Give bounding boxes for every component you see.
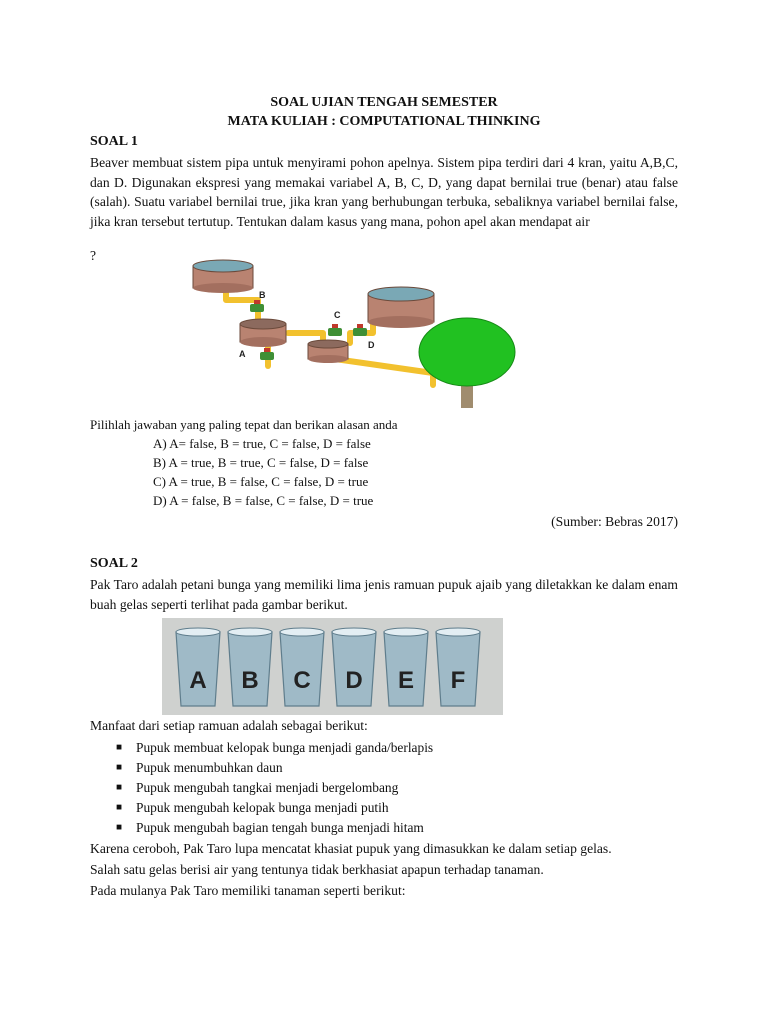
apple-tree (419, 318, 515, 408)
cup-c (280, 628, 324, 706)
option-b: B) A = true, B = true, C = false, D = false (153, 455, 369, 470)
option-a: A) A= false, B = true, C = false, D = false (153, 436, 371, 451)
closing-line-3: Pada mulanya Pak Taro memiliki tanaman seperti berikut: (90, 883, 406, 898)
benefits-list (116, 738, 433, 838)
cup-label: E (397, 667, 415, 694)
list-item: ■ Pupuk mengubah bagian tengah bunga menjadi hitam (116, 818, 433, 838)
soal1-paragraph: Beaver membuat sistem pipa untuk menyirami pohon apelnya. Sistem pipa terdiri dari 4 kran, yaitu A,B,C, dan D. Digunakan ekspresi yang memakai variabel A, B, C, D, yang dapat bernilai true (benar) atau false (salah). Suatu variabel bernilai true, jika kran yang berhubungan terbuka, sebaliknya variabel bernilai false, jika kran tersebut tertutup. Tentukan dalam kasus yang mana, pohon apel akan mendapat air (90, 155, 678, 229)
pipe-system-figure (178, 258, 528, 413)
right-tank (368, 287, 434, 328)
course-title: MATA KULIAH : COMPUTATIONAL THINKING (227, 114, 541, 129)
cup-label: A (189, 667, 207, 694)
cup-a (176, 628, 220, 706)
cup-label: F (450, 667, 466, 694)
list-item: ■ Pupuk membuat kelopak bunga menjadi ganda/berlapis (116, 738, 433, 758)
bullet-icon: ■ (116, 762, 123, 773)
middle-pot (240, 319, 286, 347)
valve-label-c: C (334, 310, 341, 320)
bullet-icon: ■ (116, 742, 123, 753)
cup-label: C (293, 667, 311, 694)
soal1-heading: SOAL 1 (90, 134, 138, 149)
exam-title: SOAL UJIAN TENGAH SEMESTER (270, 95, 498, 110)
closing-line-2: Salah satu gelas berisi air yang tentunya tidak berkhasiat apapun terhadap tanaman. (90, 862, 544, 877)
list-item: ■ Pupuk mengubah tangkai menjadi bergelombang (116, 778, 433, 798)
valve-b (250, 304, 264, 312)
cup-e (384, 628, 428, 706)
soal2-heading: SOAL 2 (90, 556, 138, 571)
option-d: D) A = false, B = false, C = false, D = true (153, 493, 374, 508)
list-item: ■ Pupuk menumbuhkan daun (116, 758, 433, 778)
cup-d (332, 628, 376, 706)
valve-label-a: A (239, 349, 246, 359)
top-left-tank (193, 260, 253, 293)
cup-f (436, 628, 480, 706)
bullet-icon: ■ (116, 822, 123, 833)
option-c: C) A = true, B = false, C = false, D = true (153, 474, 369, 489)
lower-pot (308, 340, 348, 363)
bullet-icon: ■ (116, 782, 123, 793)
valve-c (328, 328, 342, 336)
cup-label: D (345, 667, 363, 694)
closing-line-1: Karena ceroboh, Pak Taro lupa mencatat khasiat pupuk yang dimasukkan ke dalam setiap gelas. (90, 841, 612, 856)
cups-figure (162, 618, 503, 715)
valve-d (353, 328, 367, 336)
valve-label-d: D (368, 340, 375, 350)
source-citation: (Sumber: Bebras 2017) (551, 514, 678, 529)
benefits-intro: Manfaat dari setiap ramuan adalah sebagai berikut: (90, 718, 368, 733)
bullet-icon: ■ (116, 802, 123, 813)
cup-label: B (241, 667, 259, 694)
soal2-paragraph: Pak Taro adalah petani bunga yang memiliki lima jenis ramuan pupuk ajaib yang diletakkan ke dalam enam buah gelas seperti terlihat pada gambar berikut. (90, 577, 678, 612)
question-mark: ? (90, 248, 97, 263)
valve-label-b: B (259, 290, 266, 300)
cup-b (228, 628, 272, 706)
soal1-instruction: Pilihlah jawaban yang paling tepat dan berikan alasan anda (90, 417, 398, 432)
valve-a (260, 352, 274, 360)
list-item: ■ Pupuk mengubah kelopak bunga menjadi putih (116, 798, 433, 818)
